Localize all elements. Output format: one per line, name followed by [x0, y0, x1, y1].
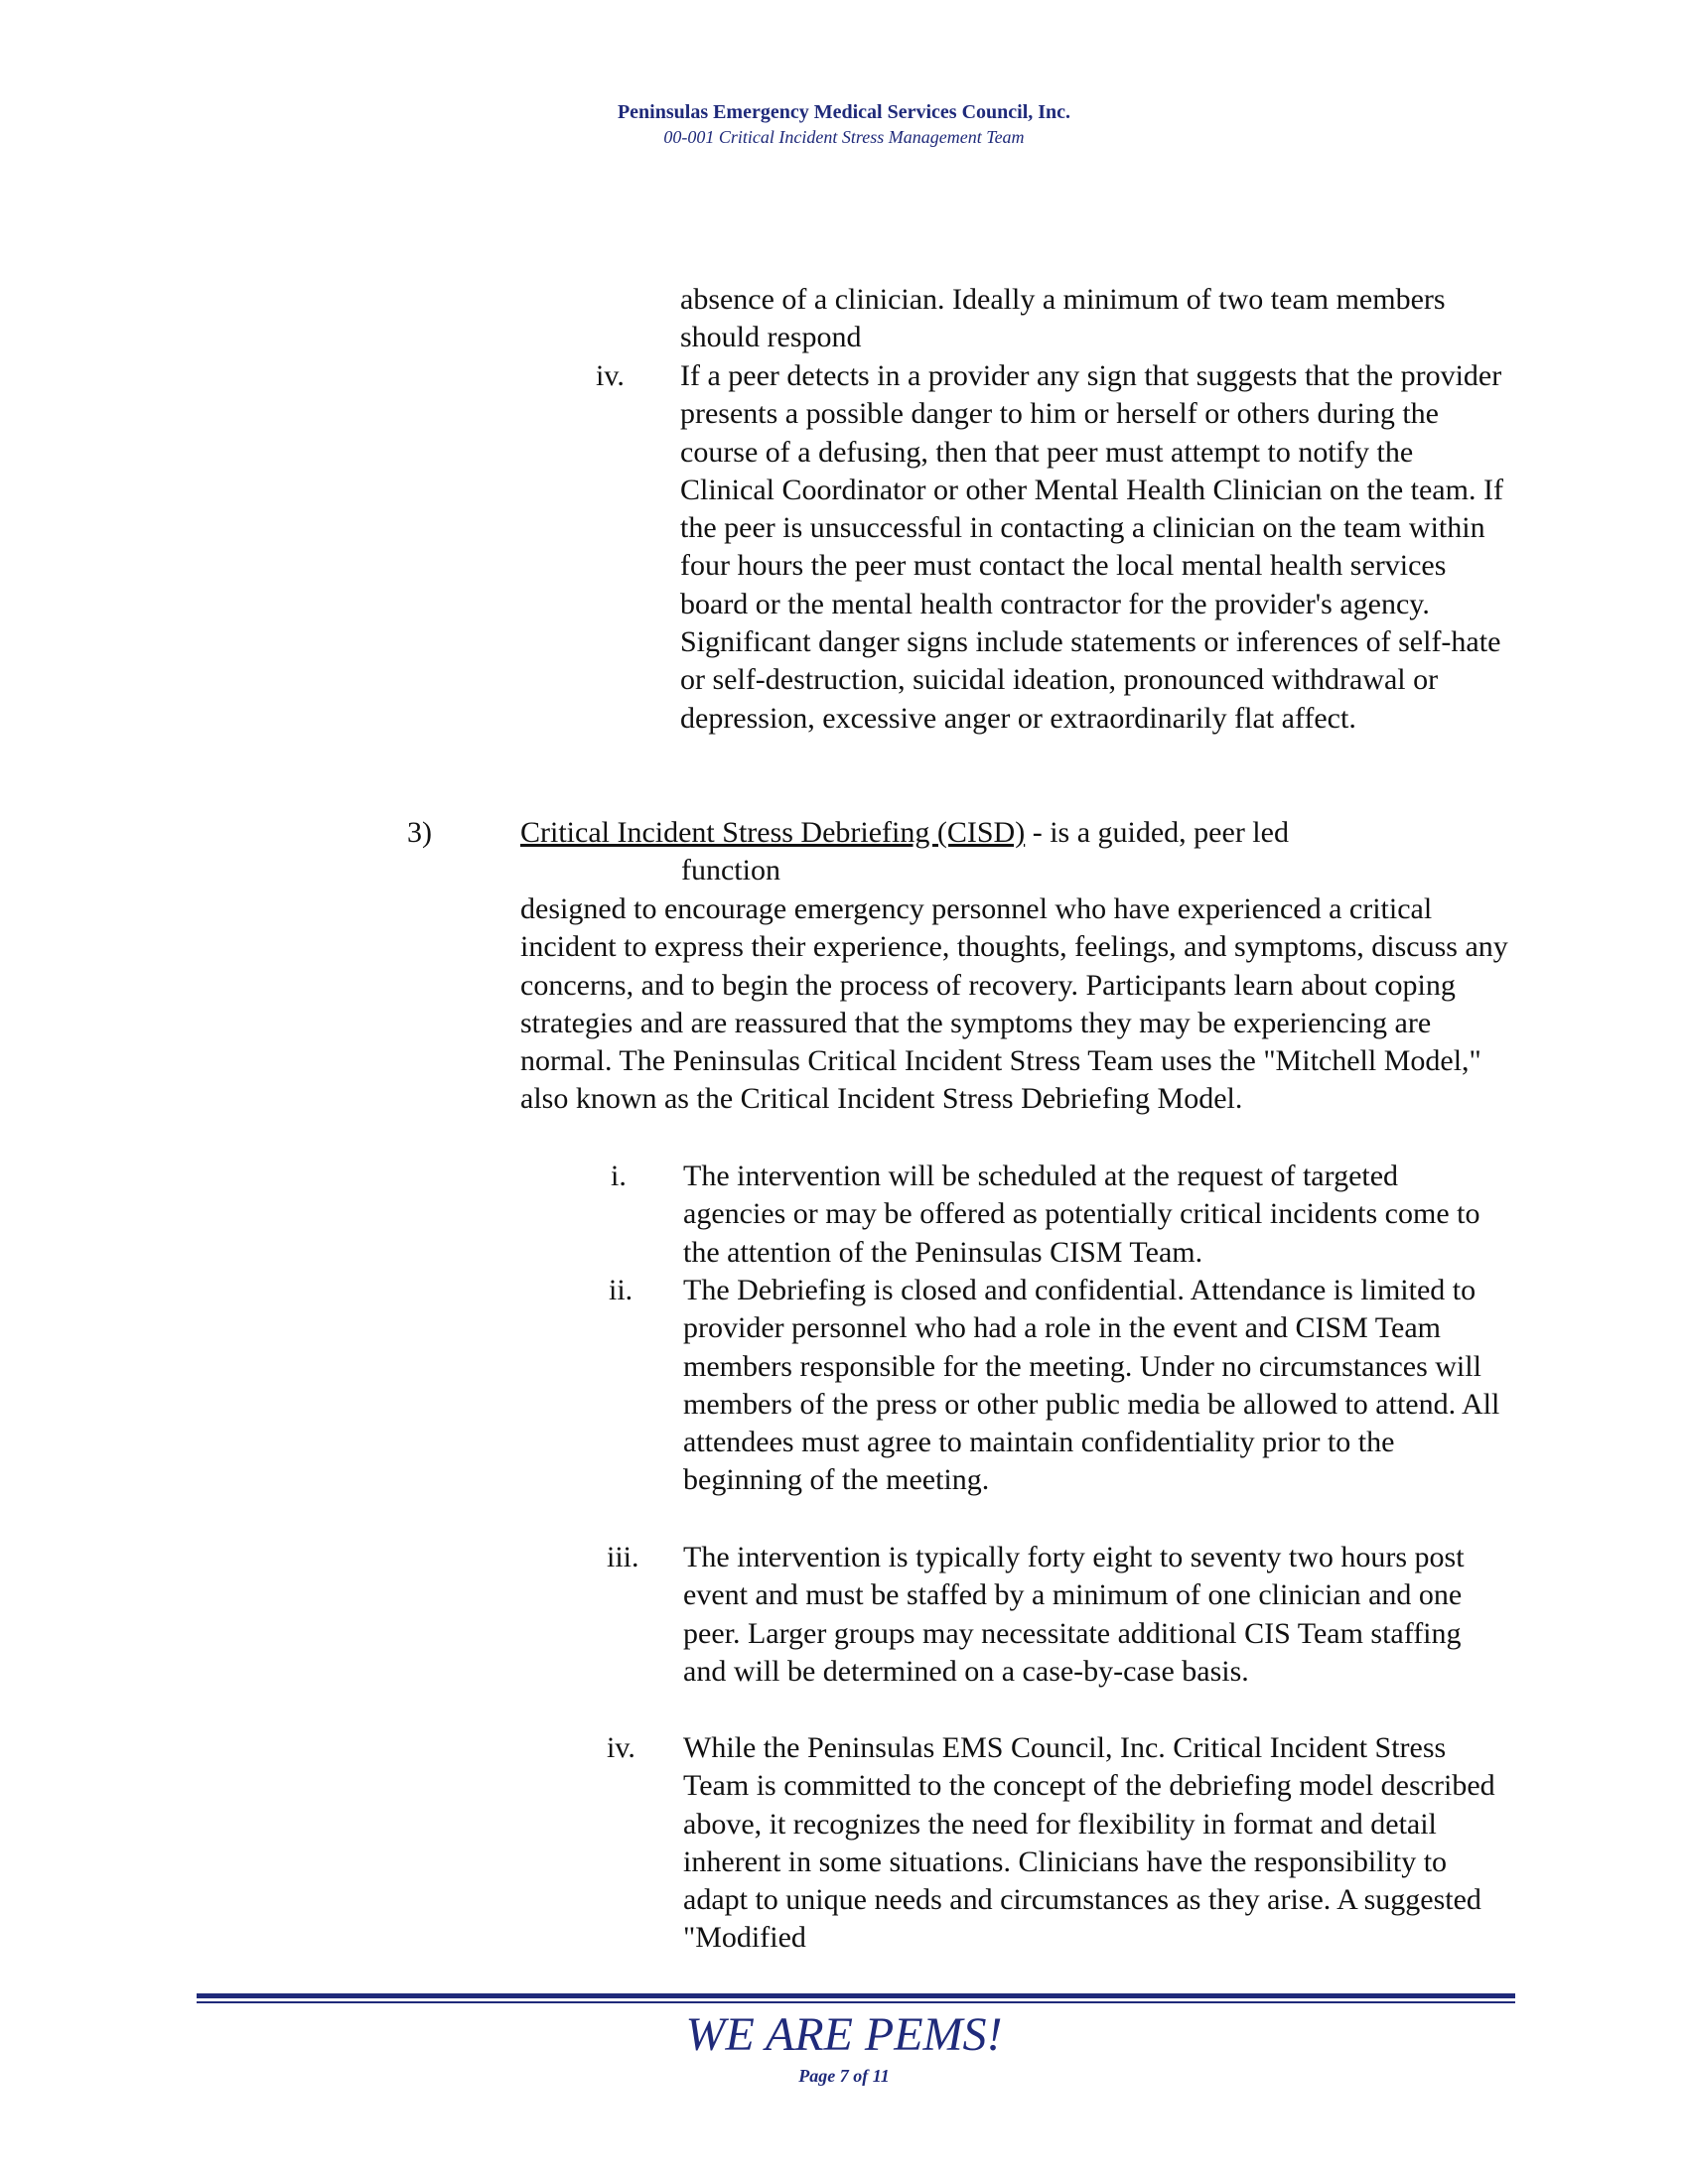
- item-numeral: iii.: [607, 1541, 639, 1573]
- footer-rule-thin: [197, 2001, 1515, 2003]
- section-heading: [520, 814, 1513, 852]
- footer-slogan: WE ARE PEMS!: [685, 2008, 1003, 2061]
- item-iv-text: While the Peninsulas EMS Council, Inc. Critical Incident Stress Team is committed to the concept of the debriefing model described above, it recognizes the need for flexibility in format and detail inherent in some situations. Clinicians have the responsibility to adapt to unique needs and circumstances as they arise. A suggested "Modified: [683, 1731, 1495, 1955]
- item-numeral: iv.: [596, 359, 625, 392]
- section-intro-tail: - is a guided, peer led: [1025, 816, 1289, 849]
- item-numeral: iv.: [607, 1731, 635, 1764]
- item-iii-text: The intervention is typically forty eight to seventy two hours post event and must be staffed by a minimum of one clinician and one peer. Larger groups may necessitate additional CIS Team staffing and will be determined on a case-by-case basis.: [683, 1541, 1465, 1688]
- section-number: 3): [407, 816, 432, 849]
- continued-item-text: absence of a clinician. Ideally a minimum of two team members should respond: [680, 283, 1446, 354]
- page-header: [0, 99, 1688, 149]
- organization-name: Peninsulas Emergency Medical Services Council, Inc.: [617, 101, 1071, 123]
- item-i-text: The intervention will be scheduled at the request of targeted agencies or may be offered as potentially critical incidents come to the attention of the Peninsulas CISM Team.: [683, 1160, 1480, 1269]
- footer-rule: [197, 1993, 1515, 1998]
- item-ii-text: The Debriefing is closed and confidential. Attendance is limited to provider personnel who had a role in the event and CISM Team members responsible for the meeting. Under no circumstances will members of the press or other public media be allowed to attend. All attendees must agree to maintain confidentiality prior to the beginning of the meeting.: [683, 1274, 1500, 1497]
- page-number: Page 7 of 11: [798, 2066, 890, 2086]
- section-intro-continued: function: [681, 854, 780, 887]
- document-title: 00-001 Critical Incident Stress Management Team: [663, 127, 1025, 147]
- section-paragraph: designed to encourage emergency personnel who have experienced a critical incident to express their experience, thoughts, feelings, and symptoms, discuss any concerns, and to begin the process of recovery. Participants learn about coping strategies and are reassured that the symptoms they may be experiencing are normal. The Peninsulas Critical Incident Stress Team uses the "Mitchell Model," also known as the Critical Incident Stress Debriefing Model.: [520, 892, 1508, 1116]
- item-numeral: i.: [611, 1160, 627, 1192]
- defusing-item-iv-text: If a peer detects in a provider any sign that suggests that the provider presents a possible danger to him or herself or others during the course of a defusing, then that peer must attempt to notify the Clinical Coordinator or other Mental Health Clinician on the team. If the peer is unsuccessful in contacting a clinician on the team within four hours the peer must contact the local mental health services board or the mental health contractor for the provider's agency. Significant danger signs include statements or inferences of self-hate or self-destruction, suicidal ideation, pronounced withdrawal or depression, excessive anger or extraordinarily flat affect.: [680, 359, 1503, 735]
- item-numeral: ii.: [609, 1274, 633, 1306]
- section-term: Critical Incident Stress Debriefing (CISD): [520, 816, 1026, 849]
